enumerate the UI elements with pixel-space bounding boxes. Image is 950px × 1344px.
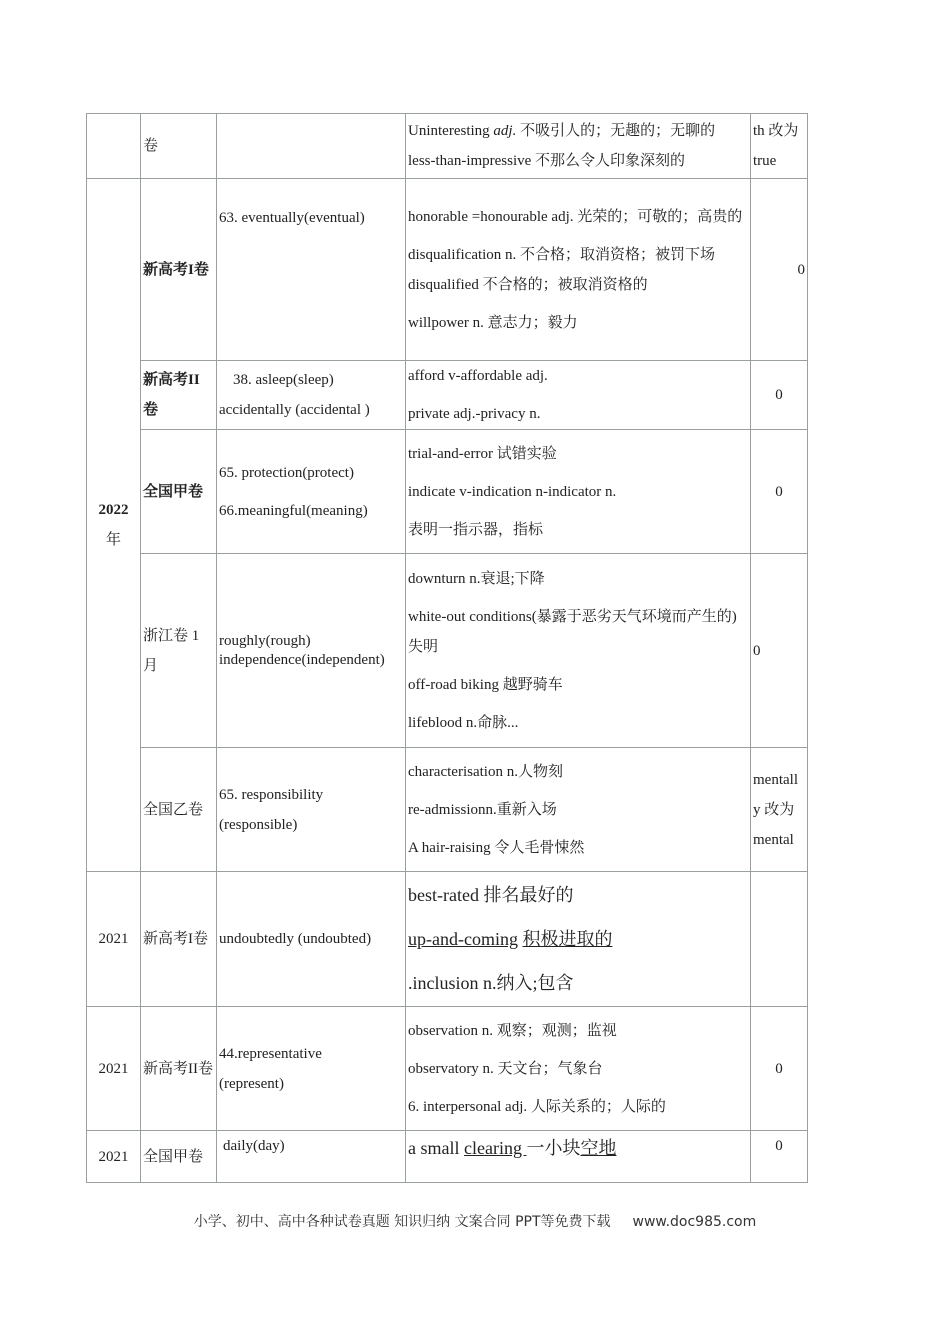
exam-cell: 新高考II卷 [141, 361, 217, 430]
words-cell: undoubtedly (undoubted) [217, 872, 406, 1007]
table-row [87, 114, 808, 179]
year-cell: 2021 [87, 1007, 141, 1131]
extension-cell: best-rated 排名最好的 up-and-coming 积极进取的 .inclusion n.纳入;包含 [406, 872, 751, 1007]
words-cell: daily(day) [217, 1131, 406, 1183]
note-cell: 0 [751, 554, 808, 748]
vocabulary-table [86, 113, 808, 1183]
footer-url: www.doc985.com [632, 1214, 757, 1230]
extension-cell: trial-and-error 试错实验 indicate v-indication n-indicator n. 表明一指示器，指标 [406, 430, 751, 554]
note-cell: 0 [751, 179, 808, 361]
extension-cell: downturn n.衰退;下降 white-out conditions(暴露于恶劣天气环境而产生的)失明 off-road biking 越野骑车 lifeblood n.命脉... [406, 554, 751, 748]
year-cell: 2022 年 [87, 179, 141, 872]
table-row [87, 179, 808, 361]
exam-cell: 卷 [141, 114, 217, 179]
words-cell: 65. protection(protect) 66.meaningful(meaning) [217, 430, 406, 554]
extension-cell: observation n. 观察；观测；监视 observatory n. 天文台；气象台 6. interpersonal adj. 人际关系的；人际的 [406, 1007, 751, 1131]
exam-cell: 浙江卷 1 月 [141, 554, 217, 748]
extension-cell: characterisation n.人物刻 re-admissionn.重新入场 A hair-raising 令人毛骨悚然 [406, 748, 751, 872]
table-row [87, 748, 808, 872]
note-cell: 0 [751, 1131, 808, 1183]
extension-cell: honorable =honourable adj. 光荣的；可敬的；高贵的 disqualification n. 不合格；取消资格；被罚下场 disqualified 不合格的；被取消资格的 willpower n. 意志力；毅力 [406, 179, 751, 361]
exam-cell: 全国甲卷 [141, 1131, 217, 1183]
words-cell: 63. eventually(eventual) [217, 179, 406, 361]
exam-cell: 新高考I卷 [141, 872, 217, 1007]
table-row [87, 430, 808, 554]
words-cell: roughly(rough) independence(independent) [217, 554, 406, 748]
extension-cell: a small clearing 一小块空地 [406, 1131, 751, 1183]
note-cell [751, 872, 808, 1007]
extension-cell: Uninteresting adj. 不吸引人的；无趣的；无聊的 less-than-impressive 不那么令人印象深刻的 [406, 114, 751, 179]
words-cell: 38. asleep(sleep) accidentally (accidental ) [217, 361, 406, 430]
year-cell [87, 114, 141, 179]
year-cell: 2021 [87, 872, 141, 1007]
table-row [87, 554, 808, 748]
table-row [87, 872, 808, 1007]
table-row [87, 1131, 808, 1183]
note-cell: 0 [751, 1007, 808, 1131]
extension-cell: afford v-affordable adj. private adj.-privacy n. [406, 361, 751, 430]
year-cell: 2021 [87, 1131, 141, 1183]
table-row [87, 361, 808, 430]
note-cell: 0 [751, 430, 808, 554]
table-row [87, 1007, 808, 1131]
exam-cell: 全国乙卷 [141, 748, 217, 872]
words-cell [217, 114, 406, 179]
words-cell: 44.representative (represent) [217, 1007, 406, 1131]
exam-cell: 全国甲卷 [141, 430, 217, 554]
exam-cell: 新高考II卷 [141, 1007, 217, 1131]
note-cell: mentally 改为 mental [751, 748, 808, 872]
words-cell: 65. responsibility (responsible) [217, 748, 406, 872]
footer-text: 小学、初中、高中各种试卷真题 知识归纳 文案合同 PPT等免费下载 [193, 1214, 611, 1230]
exam-cell: 新高考I卷 [141, 179, 217, 361]
note-cell: th 改为 true [751, 114, 808, 179]
note-cell: 0 [751, 361, 808, 430]
page-footer [0, 1211, 950, 1231]
